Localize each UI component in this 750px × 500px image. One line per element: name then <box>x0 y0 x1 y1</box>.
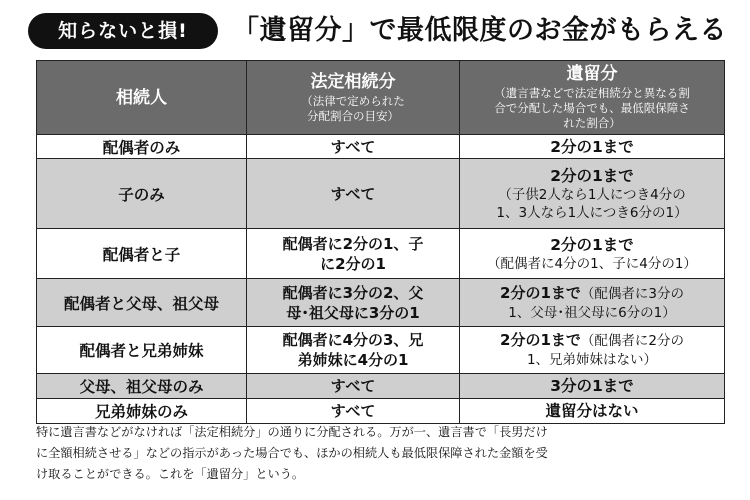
reserved-share-cell: 遺留分はない <box>460 399 725 424</box>
table-header-row <box>37 61 725 135</box>
title-row <box>10 8 740 54</box>
heir-cell: 兄弟姉妹のみ <box>37 399 247 424</box>
reserved-share-cell: 2分の1まで（配偶者に2分の 1、兄弟姉妹はない） <box>460 327 725 374</box>
footnote: 特に遺言書などがなければ「法定相続分」の通りに分配される。万が一、遺言書で「長男だけ に全額相続させる」などの指示があった場合でも、ほかの相続人も最低限保障された金額を受 け取ることができる。これを「遺留分」という。 <box>36 425 548 481</box>
reserved-share-cell: 2分の1まで <box>460 135 725 159</box>
headline: 「遺留分」で最低限度のお金がもらえる <box>232 15 727 46</box>
heir-cell: 子のみ <box>37 159 247 229</box>
header-heir: 相続人 <box>37 61 247 135</box>
warning-badge: 知らないと損! <box>28 13 218 49</box>
reserved-share-cell: 2分の1まで （配偶者に4分の1、子に4分の1） <box>460 229 725 279</box>
legal-share-cell: 配偶者に3分の2、父 母･祖父母に3分の1 <box>247 279 460 327</box>
table-row <box>37 279 725 327</box>
table-row <box>37 229 725 279</box>
legal-share-cell: 配偶者に4分の3、兄 弟姉妹に4分の1 <box>247 327 460 374</box>
heir-cell: 配偶者と父母、祖父母 <box>37 279 247 327</box>
legal-share-cell: 配偶者に2分の1、子 に2分の1 <box>247 229 460 279</box>
table-row <box>37 374 725 399</box>
table-row <box>37 399 725 424</box>
inheritance-table <box>36 60 725 424</box>
table-row <box>37 159 725 229</box>
table-row <box>37 327 725 374</box>
legal-share-cell: すべて <box>247 159 460 229</box>
heir-cell: 配偶者と子 <box>37 229 247 279</box>
legal-share-cell: すべて <box>247 135 460 159</box>
legal-share-cell: すべて <box>247 374 460 399</box>
header-reserved-share: 遺留分 （遺言書などで法定相続分と異なる割 合で分配した場合でも、最低限保障さ れた割合） <box>460 61 725 135</box>
heir-cell: 配偶者と兄弟姉妹 <box>37 327 247 374</box>
reserved-share-cell: 2分の1まで （子供2人なら1人につき4分の 1、3人なら1人につき6分の1） <box>460 159 725 229</box>
heir-cell: 父母、祖父母のみ <box>37 374 247 399</box>
reserved-share-cell: 3分の1まで <box>460 374 725 399</box>
heir-cell: 配偶者のみ <box>37 135 247 159</box>
table-row <box>37 135 725 159</box>
reserved-share-cell: 2分の1まで（配偶者に3分の 1、父母･祖父母に6分の1） <box>460 279 725 327</box>
header-legal-share: 法定相続分 （法律で定められた 分配割合の目安） <box>247 61 460 135</box>
legal-share-cell: すべて <box>247 399 460 424</box>
